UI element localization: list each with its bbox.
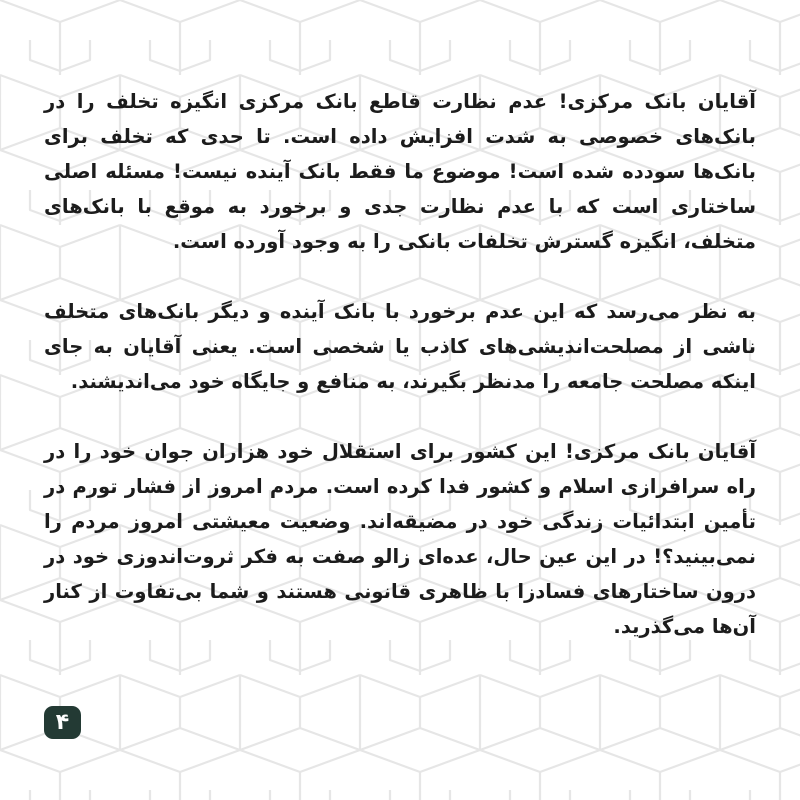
page-number-badge: ۴	[44, 706, 81, 739]
article-paragraph-2: به نظر می‌رسد که این عدم برخورد با بانک آینده و دیگر بانک‌های متخلف ناشی از مصلحت‌اندیشی‌های کاذب یا شخصی است. یعنی آقایان به جای اینکه مصلحت جامعه را مدنظر بگیرند، به منافع و جایگاه خود می‌اندیشند.	[44, 300, 756, 393]
article-paragraph-3: آقایان بانک مرکزی! این کشور برای استقلال خود هزاران جوان خود را در راه سرافرازی اسلام و کشور فدا کرده است. مردم امروز از فشار تورم در تأمین ابتدائیات زندگی خود در مضیقه‌اند. وضعیت معیشتی امروز مردم را نمی‌بینید؟! در این عین حال، عده‌ای زالو صفت به فکر ثروت‌اندوزی خود در درون ساختارهای فسادزا با ظاهری قانونی هستند و شما بی‌تفاوت از کنار آن‌ها می‌گذرید.	[44, 440, 756, 638]
article-paragraph-1: آقایان بانک مرکزی! عدم نظارت قاطع بانک مرکزی انگیزه تخلف را در بانک‌های خصوصی به شدت افزایش داده است. تا حدی که تخلف برای بانک‌ها سودده شده است! موضوع ما فقط بانک آینده نیست! مسئله اصلی ساختاری است که با عدم نظارت جدی و برخورد به موقع با بانک‌های متخلف، انگیزه گسترش تخلفات بانکی را به وجود آورده است.	[44, 90, 756, 253]
article-body	[44, 84, 756, 679]
